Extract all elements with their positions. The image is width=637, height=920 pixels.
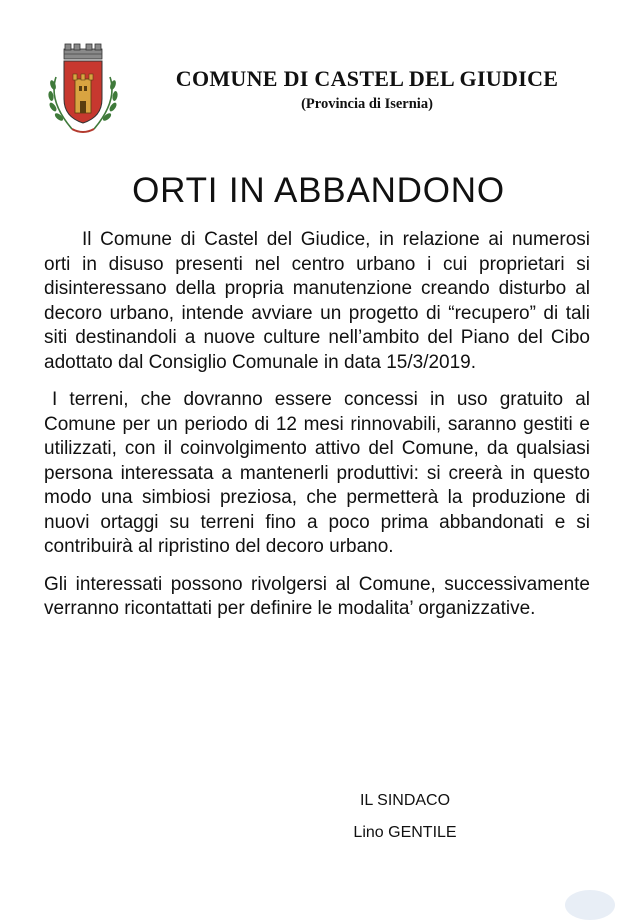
paragraph-land-use: I terreni, che dovranno essere concessi in uso gratuito al Comune per un periodo di 12 mesi rinnovabili, saranno gestiti e utilizzati, con il coinvolgimento attivo del Comune, da qualsiasi persona interessata a mantenerli produttivi: si creerà in questo modo una simbiosi preziosa, che permetterà la produzione di nuovi ortaggi su terreni fino a poco prima abbandonati e si contribuirà al ripristino del decoro urbano. [44, 389, 590, 557]
signature-role: IL SINDACO [359, 792, 451, 809]
paragraph-contact: Gli interessati possono rivolgersi al Comune, successivamente verranno ricontattati per definire le modalita’ organizzative. [44, 573, 590, 619]
municipal-crest-icon [42, 41, 124, 141]
paragraph-intro: Il Comune di Castel del Giudice, in relazione ai numerosi orti in disuso presenti nel centro urbano i cui proprietari si disinteressano della propria manutenzione creando disturbo al decoro urbano, intende avviare un progetto di “recupero” di tali siti destinandoli a nuove culture nell’ambito del Piano del Cibo adottato dal Consiglio Comunale in data 15/3/2019. [44, 229, 590, 373]
corner-shape [565, 890, 615, 920]
letterhead [36, 36, 606, 141]
municipality-name: COMUNE DI CASTEL DEL GIUDICE [175, 66, 559, 91]
notice-title: ORTI IN ABBANDONO [132, 171, 505, 210]
notice-body [44, 228, 590, 622]
crown-icon [64, 44, 102, 59]
province-subtitle: (Provincia di Isernia) [301, 96, 433, 112]
signature-name: Lino GENTILE [353, 824, 457, 841]
